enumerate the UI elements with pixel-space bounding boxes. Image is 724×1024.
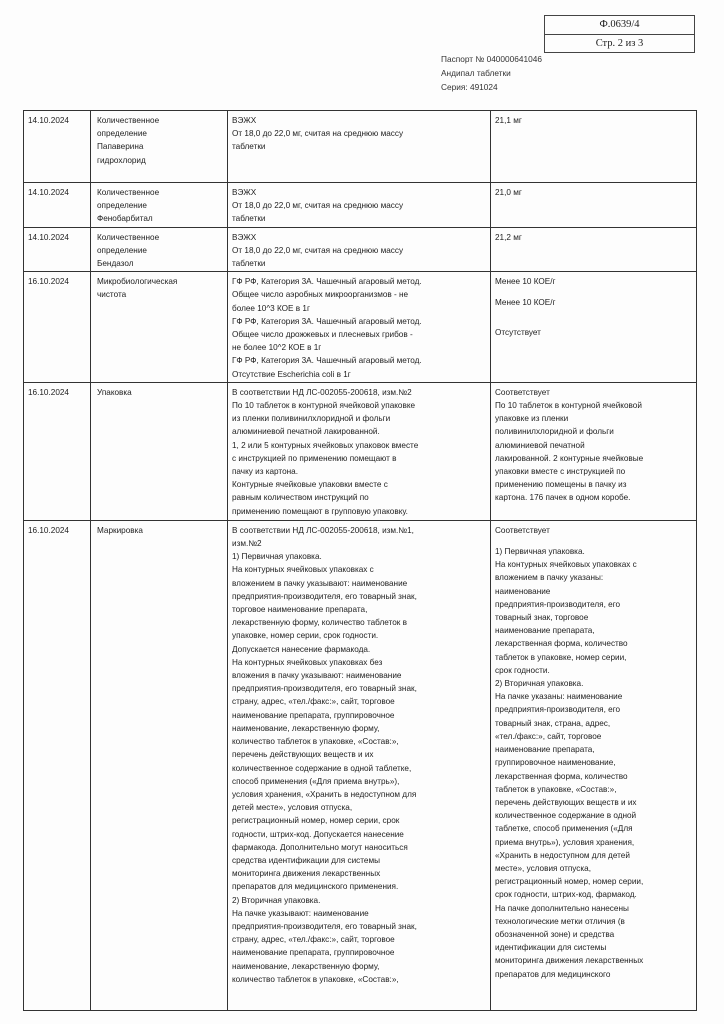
test-result-line: месте», условия отпуска, (495, 863, 591, 873)
date-text: 16.10.2024 (28, 387, 69, 397)
test-result-line: Соответствует (495, 525, 550, 535)
table-row (24, 272, 697, 383)
test-specification-line: От 18,0 до 22,0 мг, считая на среднюю массу (232, 129, 404, 139)
test-specification-line: годности, штрих-код. Допускается нанесение (232, 829, 404, 839)
test-specification-line: количественное содержание в одной таблетке, (232, 763, 412, 773)
date-text: 14.10.2024 (28, 116, 69, 125)
test-specification-line: В соответствии НД ЛС-002055-200618, изм.№2 (232, 387, 412, 397)
test-result-line: срок годности, штрих-код, фармакод. (495, 890, 637, 900)
test-specification-line: таблетки (232, 142, 266, 152)
test-specification-line: предприятия-производителя, его товарный знак, (232, 921, 417, 931)
test-result-line: идентификации для системы (495, 943, 607, 953)
test-result-line: препаратов для медицинского (495, 969, 611, 979)
form-code-box (544, 15, 695, 53)
test-date (24, 183, 91, 228)
form-code: Ф.0639/4 (599, 19, 640, 30)
test-result-line: наименование препарата, (495, 745, 595, 755)
test-result-line: 21,0 мг (495, 188, 522, 197)
test-name-line: Количественное (97, 232, 160, 242)
test-name-line: Маркировка (97, 525, 143, 535)
test-name-line: Папаверина (97, 142, 144, 152)
test-result-line: наименование (495, 586, 551, 596)
test-result-line: технологические метки отличия (в (495, 916, 625, 926)
test-specification-line: вложения в пачку указывают: наименование (232, 671, 402, 681)
test-specification-line: способ применения («Для приема внутрь»), (232, 776, 400, 786)
test-result-line: 21,1 мг (495, 116, 522, 125)
test-specification (228, 520, 491, 1010)
test-specification-line: страну, адрес, «тел./факс:», сайт, торговое (232, 697, 395, 707)
test-result-line: «тел./факс:», сайт, торговое (495, 731, 602, 741)
test-date (24, 382, 91, 520)
test-result (491, 183, 697, 228)
test-result-line: лекарственная форма, количество (495, 639, 628, 649)
test-name-line: определение (97, 201, 147, 211)
test-result-line: 1) Первичная упаковка. (495, 547, 585, 557)
test-specification-line: 1) Первичная упаковка. (232, 552, 322, 562)
test-result-line: группировочное наименование, (495, 758, 616, 768)
date-text: 16.10.2024 (28, 525, 69, 535)
test-specification-line: лекарственную форму, количество таблеток в (232, 618, 407, 628)
test-result-line: предприятия-производителя, его (495, 599, 621, 609)
test-result-line: На контурных ячейковых упаковках с (495, 560, 637, 570)
test-specification-line: таблетки (232, 259, 266, 269)
test-result-line: вложением в пачку указаны: (495, 573, 604, 583)
test-result (491, 227, 697, 272)
test-specification-line: 2) Вторичная упаковка. (232, 895, 321, 905)
test-specification-line: препаратов для медицинского применения. (232, 882, 399, 892)
test-specification-line: таблетки (232, 214, 266, 224)
test-specification-line: наименование, лекарственную форму, (232, 723, 380, 733)
test-name-line: определение (97, 129, 147, 139)
test-specification-line: пачку из картона. (232, 467, 298, 477)
test-result (491, 111, 697, 183)
test-name-line: Бендазол (97, 259, 134, 269)
test-name (91, 272, 228, 383)
test-result-line: На пачке дополнительно нанесены (495, 903, 629, 913)
test-date (24, 520, 91, 1010)
test-results-table (23, 110, 697, 1011)
test-specification-line: более 10^3 КОЕ в 1г (232, 303, 310, 313)
test-specification-line: Общее число аэробных микроорганизмов - не (232, 290, 409, 300)
test-specification-line: Допускается нанесение фармакода. (232, 644, 371, 654)
table-row (24, 227, 697, 272)
test-result-line: Отсутствует (495, 327, 541, 337)
line-gap (495, 318, 692, 326)
test-result-line: Соответствует (495, 387, 550, 397)
test-result-line: таблеток в упаковке, «Состав:», (495, 784, 617, 794)
test-result-line: регистрационный номер, номер серии, (495, 877, 644, 887)
test-name (91, 520, 228, 1010)
date-text: 14.10.2024 (28, 188, 69, 197)
page-number: Стр. 2 из 3 (545, 34, 694, 53)
test-specification-line: ГФ РФ, Категория 3А. Чашечный агаровый метод. (232, 316, 422, 326)
test-name (91, 227, 228, 272)
line-gap (495, 537, 692, 545)
test-result-line: упаковке из пленки (495, 414, 569, 424)
test-specification-line: средства идентификации для системы (232, 855, 380, 865)
table-row (24, 382, 697, 520)
table-row (24, 183, 697, 228)
test-result-line: перечень действующих веществ и их (495, 797, 637, 807)
test-result (491, 382, 697, 520)
test-specification-line: Отсутствие Escherichia coli в 1г (232, 369, 351, 379)
test-date (24, 227, 91, 272)
test-specification (228, 183, 491, 228)
test-name-line: Микробиологическая (97, 277, 178, 287)
test-name (91, 111, 228, 183)
test-specification-line: не более 10^2 КОЕ в 1г (232, 343, 322, 353)
test-specification-line: страну, адрес, «тел./факс:», сайт, торговое (232, 935, 395, 945)
test-result-line: 21,2 мг (495, 232, 522, 242)
test-result-line: На пачке указаны: наименование (495, 692, 623, 702)
test-specification-line: регистрационный номер, номер серии, срок (232, 816, 400, 826)
test-result-line: товарный знак, торговое (495, 613, 589, 623)
test-specification-line: из пленки поливинилхлоридной и фольги (232, 414, 391, 424)
test-specification-line: ГФ РФ, Категория 3А. Чашечный агаровый метод. (232, 356, 422, 366)
test-specification-line: количество таблеток в упаковке, «Состав:», (232, 974, 399, 984)
test-specification-line: По 10 таблеток в контурной ячейковой упаковке (232, 401, 416, 411)
test-result-line: таблеток в упаковке, номер серии, (495, 652, 627, 662)
test-specification-line: От 18,0 до 22,0 мг, считая на среднюю массу (232, 245, 404, 255)
test-specification-line: наименование препарата, группировочное (232, 710, 395, 720)
test-name (91, 382, 228, 520)
test-result-line: приема внутрь»), условия хранения, (495, 837, 635, 847)
test-specification-line: наименование препарата, группировочное (232, 948, 395, 958)
test-specification-line: изм.№2 (232, 539, 262, 549)
product-name: Андипал таблетки (441, 68, 511, 78)
test-result-line: По 10 таблеток в контурной ячейковой (495, 401, 642, 411)
table-row (24, 111, 697, 183)
test-date (24, 111, 91, 183)
test-specification (228, 382, 491, 520)
test-name-line: Упаковка (97, 387, 132, 397)
test-result-line: картона. 176 пачек в одном коробе. (495, 493, 631, 503)
test-result-line: количественное содержание в одной (495, 811, 637, 821)
test-result-line: срок годности. (495, 665, 550, 675)
test-result-line: лекарственная форма, количество (495, 771, 628, 781)
test-name-line: Фенобарбитал (97, 214, 153, 224)
test-specification-line: предприятия-производителя, его товарный знак, (232, 591, 417, 601)
test-specification-line: 1, 2 или 5 контурных ячейковых упаковок вместе (232, 440, 419, 450)
table-row (24, 520, 697, 1010)
test-name (91, 183, 228, 228)
test-name-line: Количественное (97, 188, 160, 197)
test-result-line: применению помещены в пачку из (495, 480, 627, 490)
test-result-line: товарный знак, страна, адрес, (495, 718, 611, 728)
passport-header (441, 52, 542, 94)
test-result-line: «Хранить в недоступном для детей (495, 850, 630, 860)
test-specification-line: На контурных ячейковых упаковках с (232, 565, 374, 575)
date-text: 16.10.2024 (28, 277, 69, 287)
test-specification-line: вложением в пачку указывают: наименование (232, 578, 408, 588)
test-name-line: Количественное (97, 116, 160, 125)
test-specification-line: условия хранения, «Хранить в недоступном для (232, 789, 417, 799)
test-name-line: чистота (97, 290, 127, 300)
test-specification (228, 272, 491, 383)
test-specification-line: торговое наименование препарата, (232, 605, 368, 615)
test-specification-line: В соответствии НД ЛС-002055-200618, изм.№1, (232, 525, 414, 535)
test-specification-line: Общее число дрожжевых и плесневых грибов - (232, 330, 413, 340)
test-specification-line: ГФ РФ, Категория 3А. Чашечный агаровый метод. (232, 277, 422, 287)
test-result-line: Менее 10 КОЕ/г (495, 298, 556, 308)
test-specification-line: равным количеством инструкций по (232, 493, 369, 503)
test-specification-line: фармакода. Дополнительно могут наноситься (232, 842, 408, 852)
test-specification-line: От 18,0 до 22,0 мг, считая на среднюю массу (232, 201, 404, 211)
test-result-line: 2) Вторичная упаковка. (495, 679, 584, 689)
test-specification-line: детей месте», условия отпуска, (232, 803, 353, 813)
test-result-line: предприятия-производителя, его (495, 705, 621, 715)
test-name-line: гидрохлорид (97, 155, 146, 165)
test-result-line: упаковки вместе с инструкцией по (495, 467, 626, 477)
test-specification (228, 227, 491, 272)
test-result-line: лакированной. 2 контурные ячейковые (495, 453, 644, 463)
test-specification-line: перечень действующих веществ и их (232, 750, 374, 760)
test-specification-line: На пачке указывают: наименование (232, 908, 369, 918)
test-specification-line: алюминиевой печатной лакированной. (232, 427, 380, 437)
test-specification-line: применению помещают в групповую упаковку. (232, 506, 408, 516)
test-specification-line: Контурные ячейковые упаковки вместе с (232, 480, 388, 490)
test-result-line: обозначенной зоне) и средства (495, 929, 615, 939)
test-specification-line: упаковке, номер серии, срок годности. (232, 631, 379, 641)
test-result (491, 272, 697, 383)
line-gap (495, 310, 692, 318)
test-result-line: наименование препарата, (495, 626, 595, 636)
test-specification (228, 111, 491, 183)
test-specification-line: На контурных ячейковых упаковках без (232, 657, 383, 667)
test-result-line: алюминиевой печатной (495, 440, 585, 450)
test-result-line: Менее 10 КОЕ/г (495, 277, 556, 287)
test-result (491, 520, 697, 1010)
test-specification-line: ВЭЖХ (232, 116, 257, 125)
test-result-line: поливинилхлоридной и фольги (495, 427, 614, 437)
test-date (24, 272, 91, 383)
test-specification-line: количество таблеток в упаковке, «Состав:», (232, 737, 399, 747)
line-gap (495, 288, 692, 296)
test-specification-line: мониторинга движения лекарственных (232, 869, 381, 879)
test-specification-line: ВЭЖХ (232, 188, 257, 197)
test-result-line: таблетке, способ применения («Для (495, 824, 633, 834)
test-specification-line: с инструкцией по применению помещают в (232, 453, 397, 463)
test-specification-line: наименование, лекарственную форму, (232, 961, 380, 971)
series-number: Серия: 491024 (441, 82, 498, 92)
test-specification-line: ВЭЖХ (232, 232, 257, 242)
test-name-line: определение (97, 245, 147, 255)
passport-number: Паспорт № 040000641046 (441, 54, 542, 64)
test-specification-line: предприятия-производителя, его товарный знак, (232, 684, 417, 694)
date-text: 14.10.2024 (28, 232, 69, 242)
test-result-line: мониторинга движения лекарственных (495, 956, 644, 966)
